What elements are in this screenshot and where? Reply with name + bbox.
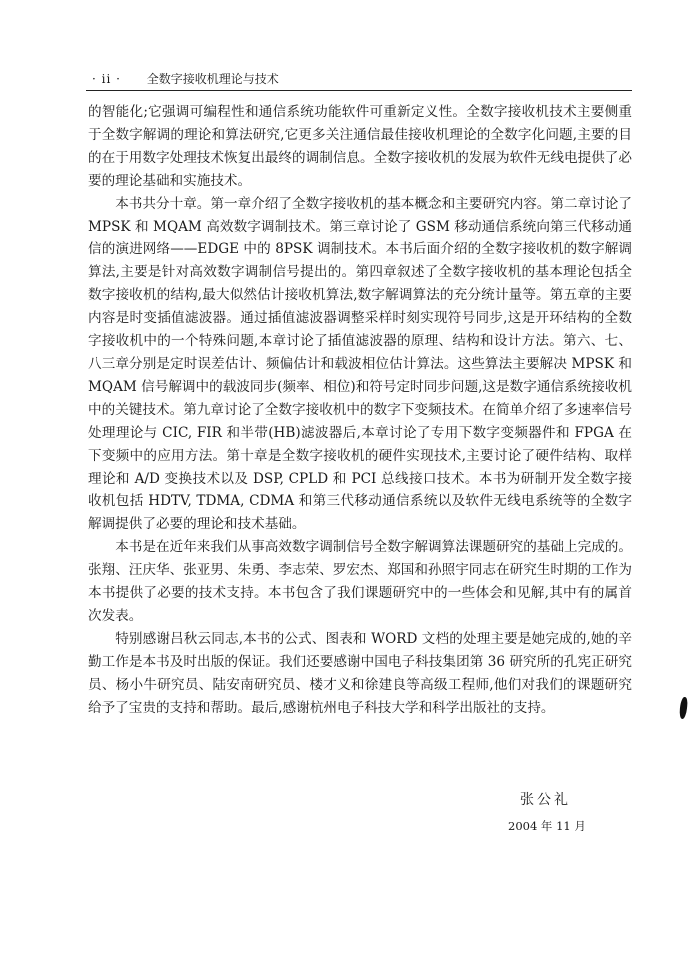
running-head xyxy=(92,68,632,90)
scan-edge-mark xyxy=(679,697,688,720)
header-rule xyxy=(86,90,632,91)
paragraph-research-background: 本书是在近年来我们从事高效数字调制信号全数字解调算法课题研究的基础上完成的。张翔、汪庆华、张亚男、朱勇、李志荣、罗宏杰、郑国和孙照宇同志在研究生时期的工作为本书提供了必要的技术支持。本书包含了我们课题研究中的一些体会和见解,其中有的属首次发表。 xyxy=(88,539,632,624)
paragraph-chapter-overview: 本书共分十章。第一章介绍了全数字接收机的基本概念和主要研究内容。第二章讨论了 MPSK 和 MQAM 高效数字调制技术。第三章讨论了 GSM 移动通信系统向第三代移动通信的演进网络——EDGE 中的 8PSK 调制技术。本书后面介绍的全数字接收机的数字解调算法,主要是针对高效数字调制信号提出的。第四章叙述了全数字接收机的基本理论包括全数字接收机的结构,最大似然估计接收机算法,数字解调算法的充分统计量等。第五章的主要内容是时变插值滤波器。通过插值滤波器调整采样时刻实现符号同步,这是开环结构的全数字接收机中的一个特殊问题,本章讨论了插值滤波器的原理、结构和设计方法。第六、七、八三章分别是定时误差估计、频偏估计和载波相位估计算法。这些算法主要解决 MPSK 和 MQAM 信号解调中的载波同步(频率、相位)和符号定时同步问题,这是数字通信系统接收机中的关键技术。第九章讨论了全数字接收机中的数字下变频技术。在简单介绍了多速率信号处理理论与 CIC, FIR 和半带(HB)滤波器后,本章讨论了专用下数字变频器件和 FPGA 在下变频中的应用方法。第十章是全数字接收机的硬件实现技术,主要讨论了硬件结构、取样理论和 A/D 变换技术以及 DSP, CPLD 和 PCI 总线接口技术。本书为研制开发全数字接收机包括 HDTV, TDMA, CDMA 和第三代移动通信系统以及软件无线电系统等的全数字解调提供了必要的理论和技术基础。 xyxy=(88,195,632,533)
signature-date: 2004 年 11 月 xyxy=(508,819,586,833)
preface-body xyxy=(88,101,632,719)
author-signature: 张公礼 xyxy=(520,792,571,808)
paragraph-continuation: 的智能化;它强调可编程性和通信系统功能软件可重新定义性。全数字接收机技术主要侧重于全数字解调的理论和算法研究,它更多关注通信最佳接收机理论的全数字化问题,主要的目的在于用数字处理技术恢复出最终的调制信息。全数字接收机的发展为软件无线电提供了必要的理论基础和实施技术。 xyxy=(88,104,632,189)
paragraph-acknowledgements: 特别感谢吕秋云同志,本书的公式、图表和 WORD 文档的处理主要是她完成的,她的辛勤工作是本书及时出版的保证。我们还要感谢中国电子科技集团第 36 研究所的孔宪正研究员、杨小牛研究员、陆安南研究员、楼才义和徐建良等高级工程师,他们对我们的课题研究给予了宝贵的支持和帮助。最后,感谢杭州电子科技大学和科学出版社的支持。 xyxy=(88,630,632,716)
page-number: · ii · xyxy=(92,72,121,86)
book-title: 全数字接收机理论与技术 xyxy=(146,72,279,86)
